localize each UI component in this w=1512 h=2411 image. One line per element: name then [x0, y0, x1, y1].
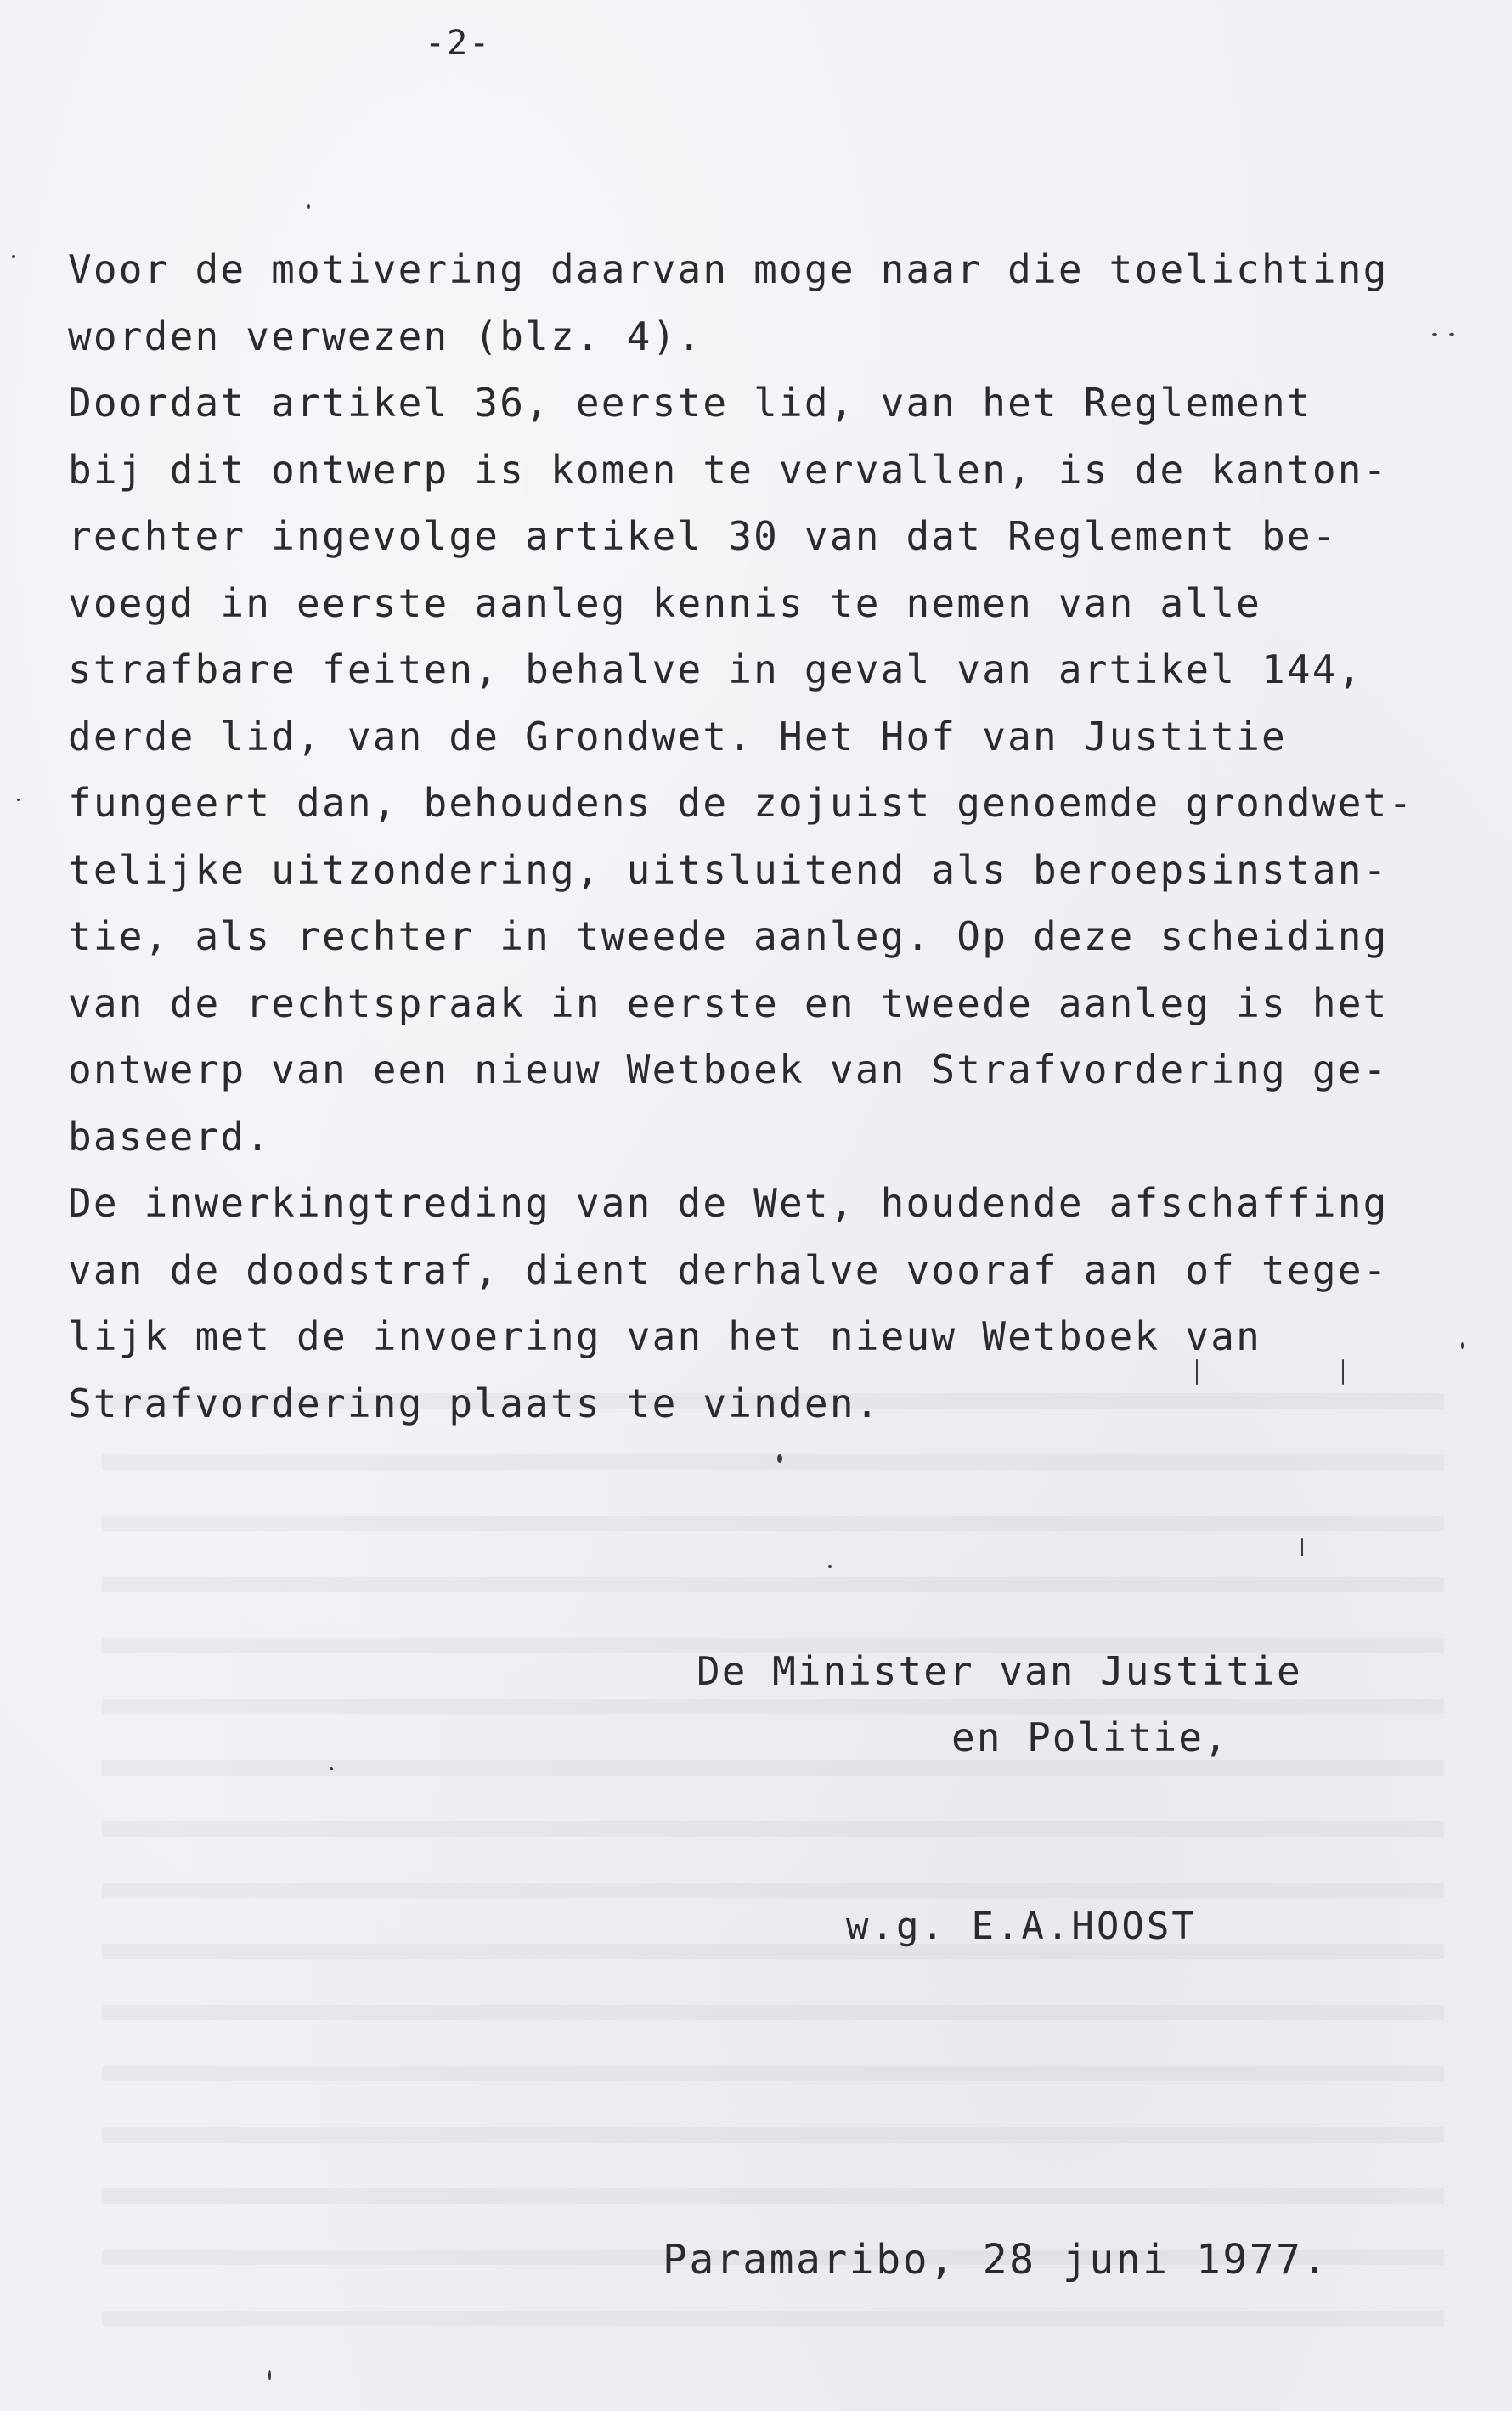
text-line: worden verwezen (blz. 4).	[68, 313, 703, 359]
scan-speck	[777, 1454, 782, 1463]
text-line: telijke uitzondering, uitsluitend als beroepsinstan-	[68, 846, 1389, 893]
text-line: van de rechtspraak in eerste en tweede aanleg is het	[68, 980, 1389, 1026]
text-line: van de doodstraf, dient derhalve vooraf aan of tege-	[68, 1246, 1389, 1293]
text-line: Doordat artikel 36, eerste lid, van het Reglement	[68, 380, 1312, 426]
place-and-date: Paramaribo, 28 juni 1977.	[663, 2236, 1329, 2284]
text-line: strafbare feiten, behalve in geval van artikel 144,	[68, 647, 1363, 692]
signature-block	[697, 1638, 1302, 1770]
scan-speck	[1301, 1538, 1303, 1556]
text-line: De inwerkingtreding van de Wet, houdende afschaffing	[68, 1180, 1389, 1226]
scan-speck	[1342, 1359, 1344, 1385]
text-line: Strafvordering plaats te vinden.	[68, 1380, 881, 1426]
scan-speck	[1449, 333, 1454, 336]
scan-speck	[17, 799, 20, 801]
scan-speck	[828, 1565, 832, 1568]
signature-title: De Minister van Justitie	[697, 1648, 1302, 1694]
text-line: rechter ingevolge artikel 30 van dat Reglement be-	[68, 513, 1338, 559]
scan-speck	[268, 2370, 271, 2380]
body-text	[68, 236, 1461, 1437]
text-line: ontwerp van een nieuw Wetboek van Strafvordering ge-	[68, 1047, 1389, 1093]
text-line: voegd in eerste aanleg kennis te nemen van alle	[68, 579, 1262, 626]
page-number: -2-	[425, 24, 492, 63]
text-line: bij dit ontwerp is komen te vervallen, is de kanton-	[68, 446, 1389, 493]
scan-speck	[330, 1767, 333, 1770]
text-line: tie, als rechter in tweede aanleg. Op deze scheiding	[68, 913, 1389, 959]
text-line: baseerd.	[68, 1113, 272, 1160]
scan-speck	[12, 255, 15, 258]
bleed-through-text	[102, 1393, 1444, 2328]
scan-speck	[1432, 333, 1437, 336]
scan-speck	[1196, 1359, 1198, 1385]
text-line: Voor de motivering daarvan moge naar die toelichting	[68, 246, 1389, 292]
scan-speck	[307, 204, 310, 209]
scan-speck	[1461, 1342, 1464, 1349]
text-line: derde lid, van de Grondwet. Het Hof van Justitie	[68, 713, 1287, 759]
signed-by: w.g. E.A.HOOST	[846, 1905, 1197, 1948]
text-line: fungeert dan, behoudens de zojuist genoemde grondwet-	[68, 780, 1414, 826]
text-line: lijk met de invoering van het nieuw Wetboek van	[68, 1313, 1262, 1359]
signature-title-continued: en Politie,	[951, 1714, 1229, 1760]
